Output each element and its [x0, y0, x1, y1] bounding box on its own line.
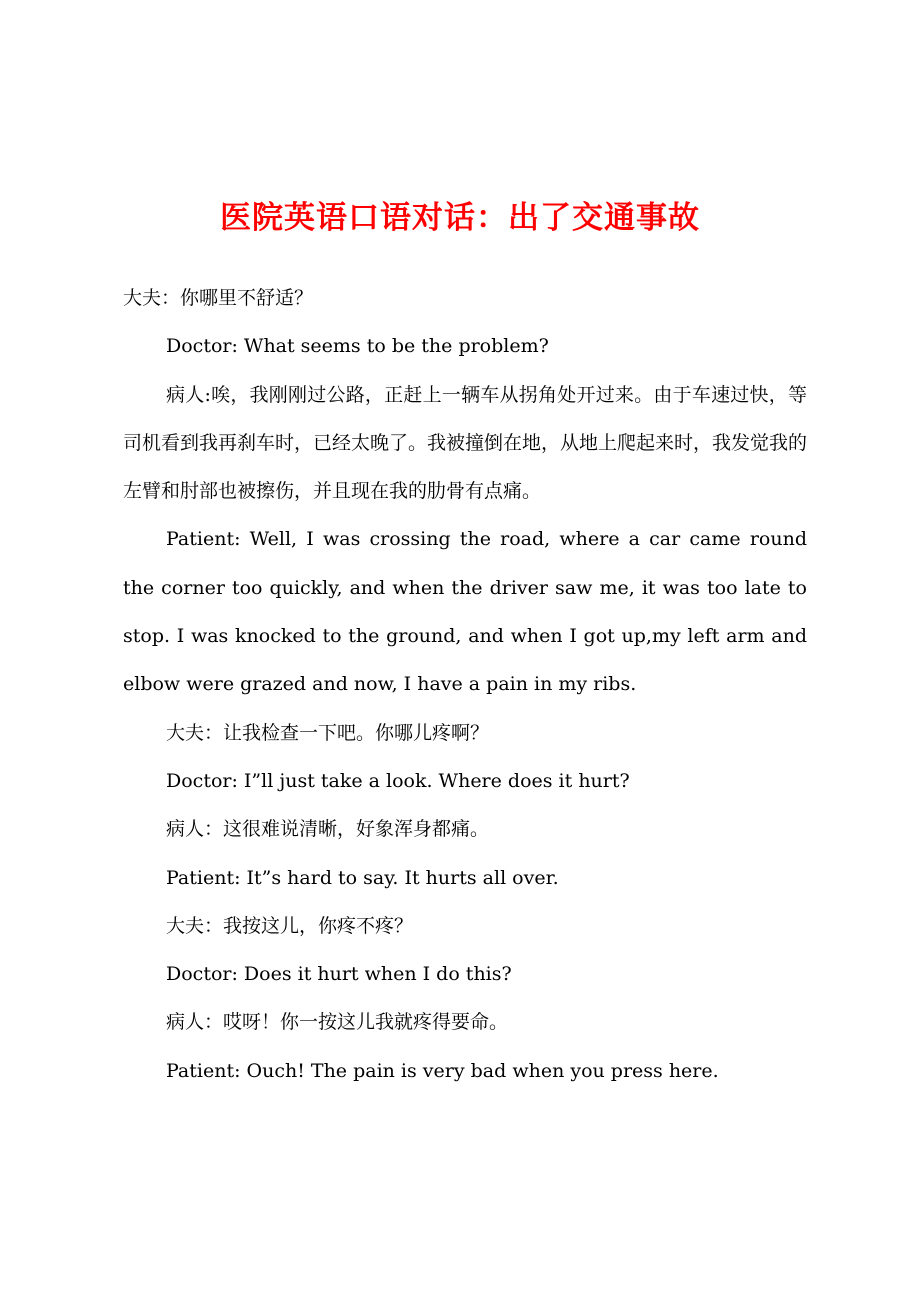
document-title: 医院英语口语对话：出了交通事故	[220, 200, 700, 236]
paragraph: 大夫：让我检查一下吧。你哪儿疼啊？	[166, 721, 490, 744]
paragraph: Patient: Well, I was crossing the road, where a car came round the corner too quickly, and when the driver saw me, it was too late to stop. I was knocked to the ground, and when I got up,my left arm and elbow were grazed and now, I have a pain in my ribs.	[123, 528, 807, 696]
paragraph: Doctor: What seems to be the problem?	[166, 335, 549, 358]
paragraph: 大夫：我按这儿，你疼不疼？	[166, 914, 414, 937]
paragraph: 病人：哎呀！你一按这儿我就疼得要命。	[166, 1011, 509, 1034]
paragraph: Doctor: I”ll just take a look. Where does it hurt?	[166, 769, 630, 792]
paragraph: 病人：这很难说清晰，好象浑身都痛。	[166, 818, 490, 841]
paragraph: Doctor: Does it hurt when I do this?	[166, 963, 512, 986]
paragraph: Patient: It”s hard to say. It hurts all over.	[166, 866, 559, 889]
document-body	[123, 274, 807, 1095]
paragraph: 大夫：你哪里不舒适？	[123, 287, 314, 309]
paragraph: Patient: Ouch! The pain is very bad when you press here.	[166, 1059, 719, 1082]
paragraph: 病人:唉，我刚刚过公路，正赶上一辆车从拐角处开过来。由于车速过快，等司机看到我再刹车时，已经太晚了。我被撞倒在地，从地上爬起来时，我发觉我的左臂和肘部也被擦伤，并且现在我的肋骨有点痛。	[123, 383, 808, 503]
